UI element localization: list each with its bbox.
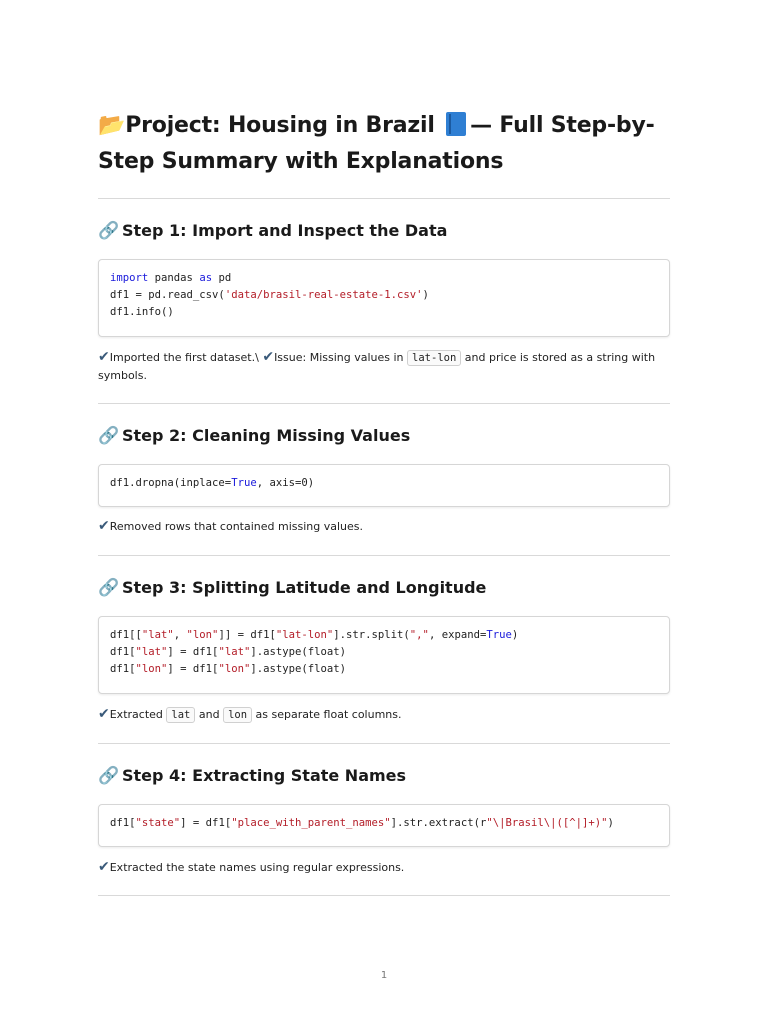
title-text: Project: Housing in Brazil — [125, 113, 435, 138]
code-line: df1.info() — [110, 306, 174, 318]
code-block-2[interactable] — [98, 464, 670, 507]
check-icon: ✔ — [98, 859, 110, 875]
step-4-note: ✔Extracted the state names using regular expressions. — [98, 859, 405, 875]
check-icon: ✔ — [262, 349, 275, 365]
code-line: df1.dropna(inplace=True, axis=0) — [110, 477, 315, 489]
link-icon: 🔗 — [98, 578, 120, 598]
step-2-heading — [98, 424, 670, 448]
step-2-note: ✔Removed rows that contained missing values. — [98, 518, 364, 534]
inline-code: lat-lon — [407, 350, 461, 366]
inline-code: lon — [223, 707, 252, 723]
divider — [98, 555, 670, 556]
title-line2: Step Summary with Explanations — [98, 149, 504, 174]
code-line: df1["lon"] = df1["lon"].astype(float) — [110, 663, 346, 675]
code-block-4[interactable] — [98, 804, 670, 847]
divider — [98, 198, 670, 199]
page-number: 1 — [380, 970, 388, 981]
link-icon: 🔗 — [98, 766, 120, 786]
code-line: df1[["lat", "lon"]] = df1["lat-lon"].str.split(",", expand=True) — [110, 629, 519, 641]
code-block-1[interactable] — [98, 259, 670, 337]
code-line: df1["lat"] = df1["lat"].astype(float) — [110, 646, 346, 658]
blue-book-icon — [446, 112, 466, 136]
link-icon: 🔗 — [98, 221, 120, 241]
step-4-title: Step 4: Extracting State Names — [122, 766, 407, 785]
divider — [98, 403, 670, 404]
title-tail: — Full Step-by- — [470, 113, 655, 138]
divider — [98, 743, 670, 744]
step-3-heading — [98, 576, 670, 600]
code-block-3[interactable] — [98, 616, 670, 694]
step-1-heading — [98, 219, 670, 243]
step-4-heading — [98, 764, 670, 788]
step-3-note: ✔Extracted lat and lon as separate float columns. — [98, 706, 402, 722]
code-line: df1 = pd.read_csv('data/brasil-real-estate-1.csv') — [110, 289, 429, 301]
step-2-title: Step 2: Cleaning Missing Values — [122, 426, 411, 445]
step-1-note: ✔Imported the first dataset.\ ✔Issue: Missing values in lat-lon and price is stored as a string with symbols. — [98, 349, 656, 382]
check-icon: ✔ — [98, 518, 110, 534]
step-1-title: Step 1: Import and Inspect the Data — [122, 221, 448, 240]
inline-code: lat — [166, 707, 195, 723]
check-icon: ✔ — [98, 349, 110, 365]
link-icon: 🔗 — [98, 426, 120, 446]
page-title — [98, 108, 670, 180]
divider — [98, 895, 670, 896]
step-3-title: Step 3: Splitting Latitude and Longitude — [122, 578, 487, 597]
folder-icon: 📂 — [98, 113, 126, 138]
code-line: import pandas as pd — [110, 272, 232, 284]
check-icon: ✔ — [98, 706, 110, 722]
code-line: df1["state"] = df1["place_with_parent_names"].str.extract(r"\|Brasil\|([^|]+)") — [110, 817, 614, 829]
